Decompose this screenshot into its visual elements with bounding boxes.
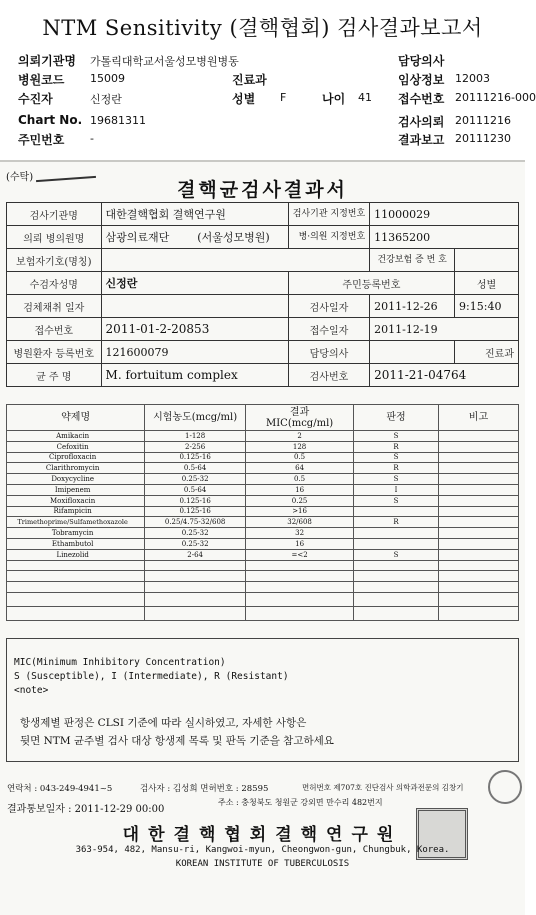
remarks — [438, 506, 518, 517]
mic-value: 0.5 — [245, 452, 353, 463]
test-no-label: 검사번호 — [288, 364, 369, 387]
judgement — [354, 506, 439, 517]
table-row — [7, 441, 519, 452]
test-range: 0.125-16 — [145, 495, 246, 506]
species-label: 균 주 명 — [7, 364, 102, 387]
age-value: 41 — [358, 91, 372, 104]
form-corner-label: (수탁) — [6, 172, 34, 183]
report-value: 20111230 — [455, 132, 511, 145]
req-inst-label: 의뢰 병의원명 — [7, 226, 102, 249]
empty-cell — [245, 606, 353, 620]
table-row — [7, 452, 519, 463]
hospital-code-label: 병원코드 — [18, 73, 65, 87]
table-row — [7, 463, 519, 474]
judgement-legend: S (Susceptible), I (Intermediate), R (Resistant) — [14, 671, 289, 682]
mic-value: 2 — [245, 431, 353, 442]
test-date-label: 검사일자 — [288, 295, 369, 318]
req-inst-sub: (서울성모병원) — [197, 231, 270, 244]
report-label: 결과보고 — [398, 133, 445, 147]
form-rrn-label: 주민등록번호 — [288, 272, 454, 295]
remarks — [438, 495, 518, 506]
col-header-drug: 약제명 — [7, 405, 145, 431]
mic-value: >16 — [245, 506, 353, 517]
col-header-range: 시험농도(mcg/ml) — [145, 405, 246, 431]
request-value: 20111216 — [455, 114, 511, 127]
drug-name: Amikacin — [7, 431, 145, 442]
receipt-no-value: 2011-01-2-20853 — [101, 318, 288, 341]
col-header-judgement: 판정 — [354, 405, 439, 431]
judgement: S — [354, 549, 439, 560]
table-row — [7, 549, 519, 560]
receipt-label: 접수번호 — [398, 92, 445, 106]
mic-value: 128 — [245, 441, 353, 452]
form-doctor-label: 담당의사 — [288, 341, 369, 364]
judgement — [354, 538, 439, 549]
req-code-label: 병·의원 지정번호 — [288, 226, 369, 249]
mic-value: =<2 — [245, 549, 353, 560]
address-ko: 주소 : 충청북도 청원군 강외면 만수리 482번지 — [218, 798, 383, 807]
table-row — [7, 582, 519, 593]
judgement: S — [354, 452, 439, 463]
patient-value: 신정란 — [90, 93, 122, 106]
receipt-date-label: 접수일자 — [288, 318, 369, 341]
remarks — [438, 549, 518, 560]
test-time-value: 9:15:40 — [455, 295, 519, 318]
hospital-code-value: 15009 — [90, 72, 125, 85]
judgement: I — [354, 484, 439, 495]
test-range: 2-64 — [145, 549, 246, 560]
note-line-2: 뒷면 NTM 균주별 검사 대상 항생제 목록 및 판독 기준을 참고하세요 — [20, 735, 334, 747]
lab-code-value: 11000029 — [370, 203, 519, 226]
receipt-value: 20111216-000 — [455, 91, 536, 104]
table-row — [7, 495, 519, 506]
lab-name-label: 검사기관명 — [7, 203, 102, 226]
test-range: 0.5-64 — [145, 463, 246, 474]
empty-cell — [245, 582, 353, 593]
drug-name: Rifampicin — [7, 506, 145, 517]
judgement — [354, 528, 439, 539]
mic-value: 0.25 — [245, 495, 353, 506]
judgement: R — [354, 463, 439, 474]
empty-cell — [438, 582, 518, 593]
empty-cell — [354, 606, 439, 620]
receipt-no-label: 접수번호 — [7, 318, 102, 341]
empty-cell — [438, 606, 518, 620]
page-title: NTM Sensitivity (결핵협회) 검사결과보고서 — [42, 16, 483, 40]
table-row — [7, 571, 519, 582]
remarks — [438, 538, 518, 549]
judgement: R — [354, 517, 439, 528]
judgement: S — [354, 474, 439, 485]
institution-label: 의뢰기관명 — [18, 54, 76, 68]
scan-edge — [0, 160, 525, 162]
remarks — [438, 528, 518, 539]
remarks — [438, 474, 518, 485]
table-row — [7, 506, 519, 517]
empty-cell — [438, 560, 518, 571]
remarks — [438, 431, 518, 442]
table-row — [7, 592, 519, 606]
drug-name: Cefoxitin — [7, 441, 145, 452]
address-en: 363-954, 482, Mansu-ri, Kangwoi-myun, Cheongwon-gun, Chungbuk, Korea. — [75, 845, 450, 855]
empty-cell — [145, 582, 246, 593]
mic-value: 32 — [245, 528, 353, 539]
test-range: 0.125-16 — [145, 452, 246, 463]
testee-label: 수검자성명 — [7, 272, 102, 295]
judgement: R — [354, 441, 439, 452]
mic-value: 64 — [245, 463, 353, 474]
empty-cell — [7, 560, 145, 571]
empty-cell — [354, 571, 439, 582]
mic-value: 0.5 — [245, 474, 353, 485]
drug-name: Ethambutol — [7, 538, 145, 549]
remarks — [438, 484, 518, 495]
round-seal — [488, 770, 522, 804]
test-range: 0.125-16 — [145, 506, 246, 517]
species-value: M. fortuitum complex — [101, 364, 288, 387]
empty-cell — [354, 592, 439, 606]
sex-label: 성별 — [232, 92, 256, 106]
empty-cell — [145, 592, 246, 606]
table-row — [7, 484, 519, 495]
form-doctor-value — [370, 341, 455, 364]
table-row — [7, 560, 519, 571]
patient-info-block — [18, 52, 536, 148]
remarks — [438, 517, 518, 528]
lab-name-value: 대한결핵협회 결핵연구원 — [101, 203, 288, 226]
chart-label: Chart No. — [18, 113, 83, 127]
institution-value: 가톨릭대학교서울성모병원병동 — [90, 55, 239, 68]
dept-label: 진료과 — [455, 341, 519, 364]
empty-cell — [7, 571, 145, 582]
empty-cell — [354, 582, 439, 593]
testee-value: 신정란 — [101, 272, 288, 295]
empty-cell — [354, 560, 439, 571]
sex-value: F — [280, 91, 287, 104]
contact-info: 연락처 : 043-249-4941~5 — [7, 784, 113, 794]
table-row — [7, 431, 519, 442]
empty-cell — [438, 592, 518, 606]
collect-value — [101, 295, 288, 318]
test-no-value: 2011-21-04764 — [370, 364, 519, 387]
institute-name-en: KOREAN INSTITUTE OF TUBERCULOSIS — [175, 859, 350, 869]
note-line-1: 항생제별 판정은 CLSI 기준에 따라 실시하였고, 자세한 사항은 — [20, 717, 307, 729]
drug-sensitivity-table — [6, 404, 519, 621]
judgement: S — [354, 495, 439, 506]
drug-name: Doxycycline — [7, 474, 145, 485]
clinical-label: 임상정보 — [398, 73, 445, 87]
remarks — [438, 441, 518, 452]
mic-value: 16 — [245, 484, 353, 495]
empty-cell — [7, 592, 145, 606]
empty-cell — [7, 606, 145, 620]
age-label: 나이 — [322, 92, 346, 106]
test-range: 0.25/4.75-32/608 — [145, 517, 246, 528]
rrn-label: 주민번호 — [18, 133, 65, 147]
mic-value: 16 — [245, 538, 353, 549]
department-label: 진료과 — [232, 73, 267, 87]
table-row — [7, 606, 519, 620]
doctor-label: 담당의사 — [398, 54, 445, 68]
mic-definition: MIC(Minimum Inhibitory Concentration) — [14, 657, 226, 668]
test-range: 2-256 — [145, 441, 246, 452]
drug-name: Clarithromycin — [7, 463, 145, 474]
test-range: 0.5-64 — [145, 484, 246, 495]
patient-label: 수진자 — [18, 92, 53, 106]
health-value — [455, 249, 519, 272]
note-tag: <note> — [14, 685, 49, 696]
chart-value: 19681311 — [90, 114, 146, 127]
empty-cell — [245, 571, 353, 582]
result-header-table — [6, 202, 519, 387]
table-row — [7, 474, 519, 485]
req-code-value: 11365200 — [370, 226, 519, 249]
signer-info: 면허번호 제707호 진단검사 의학과전문의 김창기 — [302, 783, 464, 792]
remarks — [438, 452, 518, 463]
form-sex-label: 성별 — [455, 272, 519, 295]
institute-name: 대한결핵협회결핵연구원 — [122, 825, 403, 845]
table-row — [7, 528, 519, 539]
test-range: 1-128 — [145, 431, 246, 442]
clinical-value: 12003 — [455, 72, 490, 85]
test-range: 0.25-32 — [145, 474, 246, 485]
notify-date: 결과통보일자 : 2011-12-29 00:00 — [7, 804, 165, 815]
req-inst-cell — [101, 226, 288, 249]
empty-cell — [245, 592, 353, 606]
request-label: 검사의뢰 — [398, 115, 445, 129]
reg-label: 병원환자 등록번호 — [7, 341, 102, 364]
req-inst-value: 삼광의료재단 — [105, 231, 170, 244]
reg-value: 121600079 — [101, 341, 288, 364]
col-header-mic: 결과 MIC(mcg/ml) — [245, 405, 353, 431]
collect-label: 검체채취 일자 — [7, 295, 102, 318]
table-row — [7, 517, 519, 528]
empty-cell — [145, 571, 246, 582]
notes-box — [6, 638, 519, 762]
lab-code-label: 검사기관 지정번호 — [288, 203, 369, 226]
examiner-info: 검사자 : 김성희 면허번호 : 28595 — [140, 784, 269, 794]
drug-name: Tobramycin — [7, 528, 145, 539]
rrn-value: - — [90, 132, 94, 145]
drug-name: Moxifloxacin — [7, 495, 145, 506]
health-label: 건강보험 증 번 호 — [370, 249, 455, 272]
test-date-value: 2011-12-26 — [370, 295, 455, 318]
test-range: 0.25-32 — [145, 528, 246, 539]
receipt-date-value: 2011-12-19 — [370, 318, 519, 341]
insured-value — [101, 249, 370, 272]
remarks — [438, 463, 518, 474]
empty-cell — [145, 560, 246, 571]
mic-value: 32/608 — [245, 517, 353, 528]
drug-name: Imipenem — [7, 484, 145, 495]
drug-name: Linezolid — [7, 549, 145, 560]
test-range: 0.25-32 — [145, 538, 246, 549]
col-header-remarks: 비고 — [438, 405, 518, 431]
judgement: S — [354, 431, 439, 442]
insured-label: 보험자기호(명칭) — [7, 249, 102, 272]
empty-cell — [438, 571, 518, 582]
table-row — [7, 538, 519, 549]
empty-cell — [145, 606, 246, 620]
drug-name: Trimethoprime/Sulfamethoxazole — [7, 517, 145, 528]
form-title: 결핵균검사결과서 — [177, 179, 348, 201]
empty-cell — [7, 582, 145, 593]
drug-name: Ciprofloxacin — [7, 452, 145, 463]
empty-cell — [245, 560, 353, 571]
